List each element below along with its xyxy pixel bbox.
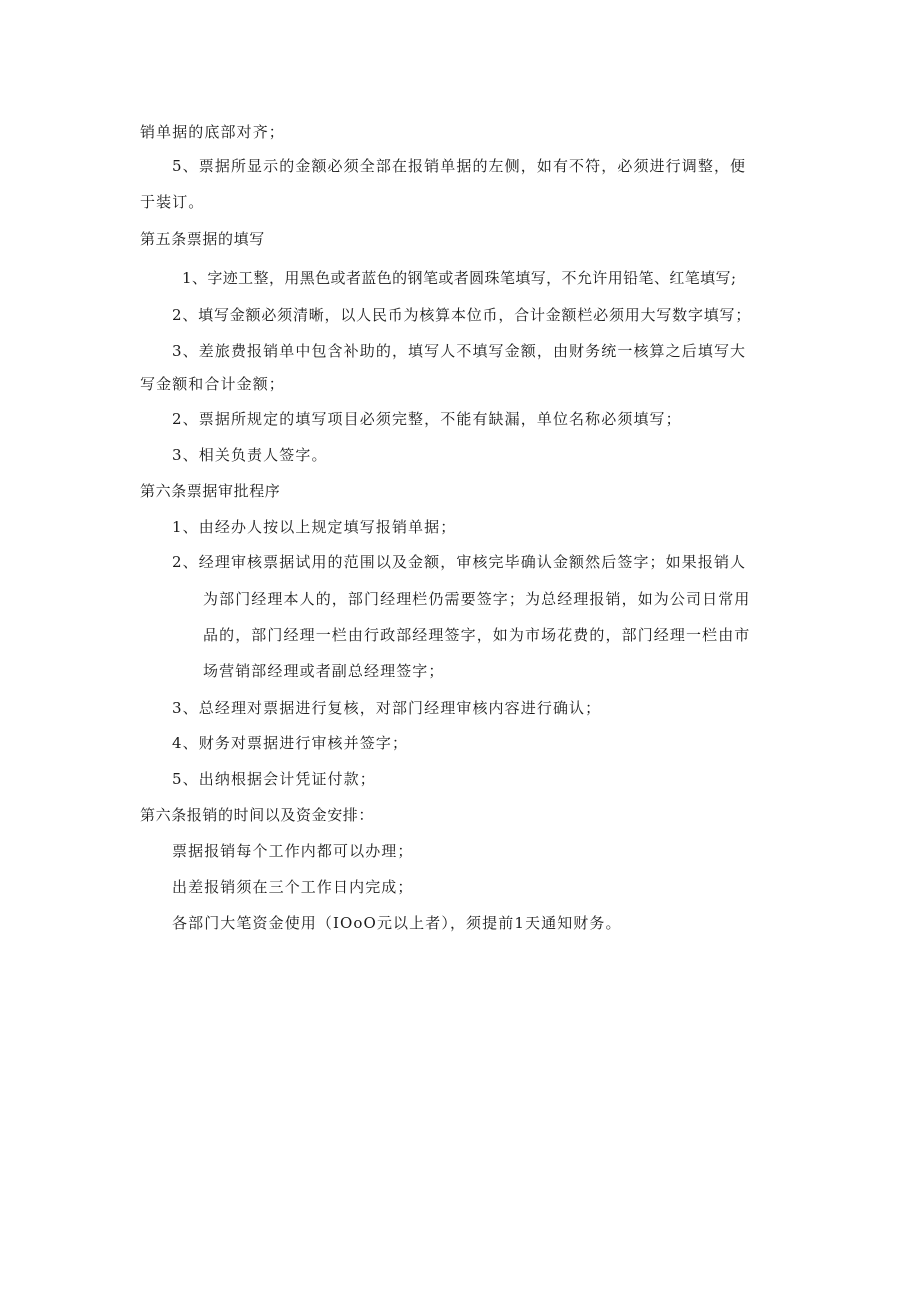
text-line: 5、票据所显示的金额必须全部在报销单据的左侧，如有不符，必须进行调整，便 bbox=[172, 157, 747, 175]
text-line: 2、填写金额必须清晰，以人民币为核算本位币，合计金额栏必须用大写数字填写； bbox=[172, 306, 752, 324]
text-line: 销单据的底部对齐； bbox=[140, 123, 285, 141]
text-line: 票据报销每个工作内都可以办理； bbox=[172, 842, 414, 860]
section-heading: 第六条票据审批程序 bbox=[140, 482, 281, 500]
text-line: 于装订。 bbox=[140, 193, 205, 211]
text-line: 2、票据所规定的填写项目必须完整，不能有缺漏，单位名称必须填写； bbox=[172, 410, 682, 428]
text-line: 3、差旅费报销单中包含补助的，填写人不填写金额，由财务统一核算之后填写大 bbox=[172, 342, 747, 360]
text-line: 1、由经办人按以上规定填写报销单据； bbox=[172, 518, 457, 536]
text-line: 3、相关负责人签字。 bbox=[172, 446, 328, 464]
section-heading: 第五条票据的填写 bbox=[140, 230, 265, 248]
text-line: 3、总经理对票据进行复核，对部门经理审核内容进行确认； bbox=[172, 699, 602, 717]
text-line: 4、财务对票据进行审核并签字； bbox=[172, 734, 409, 752]
section-heading: 第六条报销的时间以及资金安排： bbox=[140, 806, 375, 824]
text-line: 2、经理审核票据试用的范围以及金额，审核完毕确认金额然后签字；如果报销人 bbox=[172, 553, 747, 571]
text-line: 场营销部经理或者副总经理签字； bbox=[203, 662, 445, 680]
text-line: 为部门经理本人的，部门经理栏仍需要签字；为总经理报销，如为公司日常用 bbox=[203, 590, 751, 608]
text-line: 5、出纳根据会计凭证付款； bbox=[172, 770, 376, 788]
text-line: 1、字迹工整，用黑色或者蓝色的钢笔或者圆珠笔填写，不允许用铅笔、红笔填写; bbox=[182, 269, 737, 287]
text-line: 各部门大笔资金使用（IOoO元以上者），须提前1天通知财务。 bbox=[172, 914, 622, 932]
text-line: 出差报销须在三个工作日内完成； bbox=[172, 878, 414, 896]
text-line: 写金额和合计金额； bbox=[140, 375, 285, 393]
text-line: 品的，部门经理一栏由行政部经理签字，如为市场花费的，部门经理一栏由市 bbox=[203, 626, 751, 644]
